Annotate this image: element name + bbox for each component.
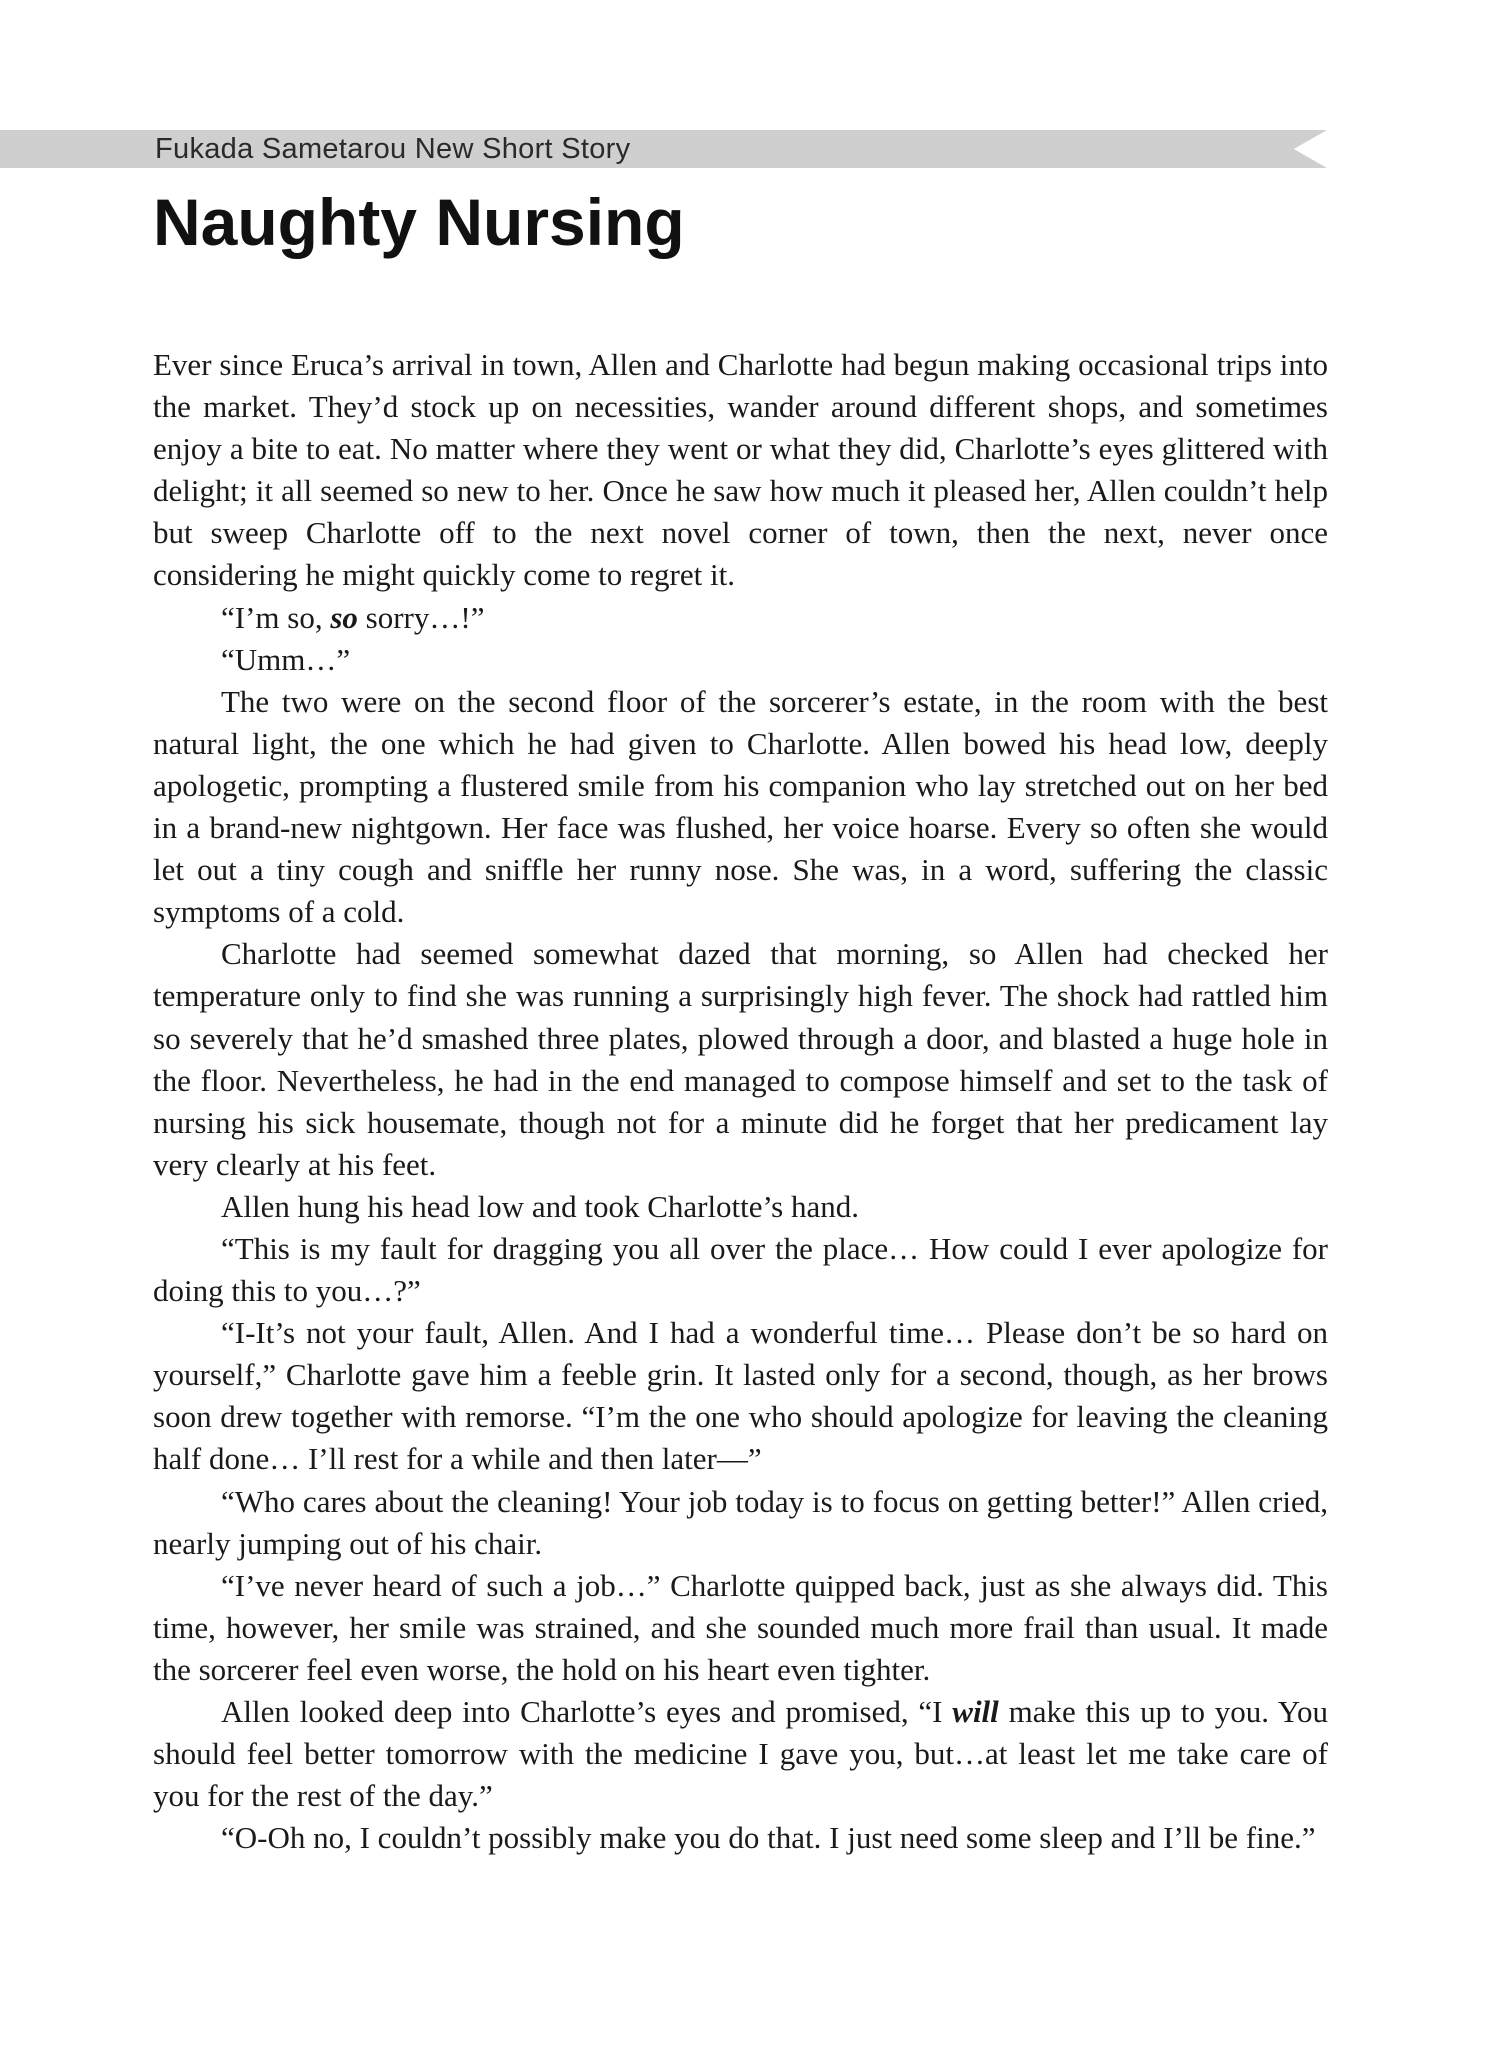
paragraph: “This is my fault for dragging you all over the place… How could I ever apologize for doing this to you…?” xyxy=(153,1230,1328,1309)
paragraph: “O-Oh no, I couldn’t possibly make you do that. I just need some sleep and I’ll be fine.” xyxy=(221,1820,1316,1856)
story-title: Naughty Nursing xyxy=(153,185,685,259)
paragraph-text: sorry…!” xyxy=(357,599,485,635)
paragraph-text: Allen looked deep into Charlotte’s eyes and promised, “I xyxy=(221,1694,953,1729)
emphasis: will xyxy=(952,1694,999,1729)
paragraph: “Who cares about the cleaning! Your job today is to focus on getting better!” Allen cried, nearly jumping out of his chair. xyxy=(153,1483,1328,1561)
series-label: Fukada Sametarou New Short Story xyxy=(155,133,631,165)
paragraph xyxy=(153,597,1328,639)
paragraph: Allen hung his head low and took Charlotte’s hand. xyxy=(221,1188,859,1224)
paragraph: The two were on the second floor of the sorcerer’s estate, in the room with the best natural light, the one which he had given to Charlotte. Allen bowed his head low, deeply apologetic, prompting a flustered smile from his companion who lay stretched out on her bed in a brand-new nightgown. Her face was flushed, her voice hoarse. Every so often she would let out a tiny cough and sniffle her runny nose. She was, in a word, suffering the classic symptoms of a cold. xyxy=(153,683,1328,930)
paragraph: “Umm…” xyxy=(221,641,351,677)
paragraph: “I’ve never heard of such a job…” Charlotte quipped back, just as she always did. This time, however, her smile was strained, and she sounded much more frail than usual. It made the sorcerer feel even worse, the hold on his heart even tighter. xyxy=(153,1567,1328,1687)
paragraph xyxy=(153,1691,1328,1817)
paragraph: Charlotte had seemed somewhat dazed that morning, so Allen had checked her temperature only to find she was running a surprisingly high fever. The shock had rattled him so severely that he’d smashed three plates, plowed through a door, and blasted a huge hole in the floor. Nevertheless, he had in the end managed to compose himself and set to the task of nursing his sick housemate, though not for a minute did he forget that her predicament lay very clearly at his feet. xyxy=(153,936,1328,1182)
story-body xyxy=(153,344,1328,1859)
paragraph: Ever since Eruca’s arrival in town, Allen and Charlotte had begun making occasional trips into the market. They’d stock up on necessities, wander around different shops, and sometimes enjoy a bite to eat. No matter where they went or what they did, Charlotte’s eyes glittered with delight; it all seemed so new to her. Once he saw how much it pleased her, Allen couldn’t help but sweep Charlotte off to the next novel corner of town, then the next, never once considering he might quickly come to regret it. xyxy=(153,347,1328,593)
emphasis: so xyxy=(330,599,358,635)
paragraph: “I-It’s not your fault, Allen. And I had a wonderful time… Please don’t be so hard on yourself,” Charlotte gave him a feeble grin. It lasted only for a second, though, as her brows soon drew together with remorse. “I’m the one who should apologize for leaving the cleaning half done… I’ll rest for a while and then later—” xyxy=(153,1315,1328,1477)
paragraph-text: make this up to you. You should feel better tomorrow with the medicine I gave you, but…at least let me take care of you for the rest of the day.” xyxy=(153,1694,1328,1814)
paragraph-text: “I’m so, xyxy=(221,599,331,635)
